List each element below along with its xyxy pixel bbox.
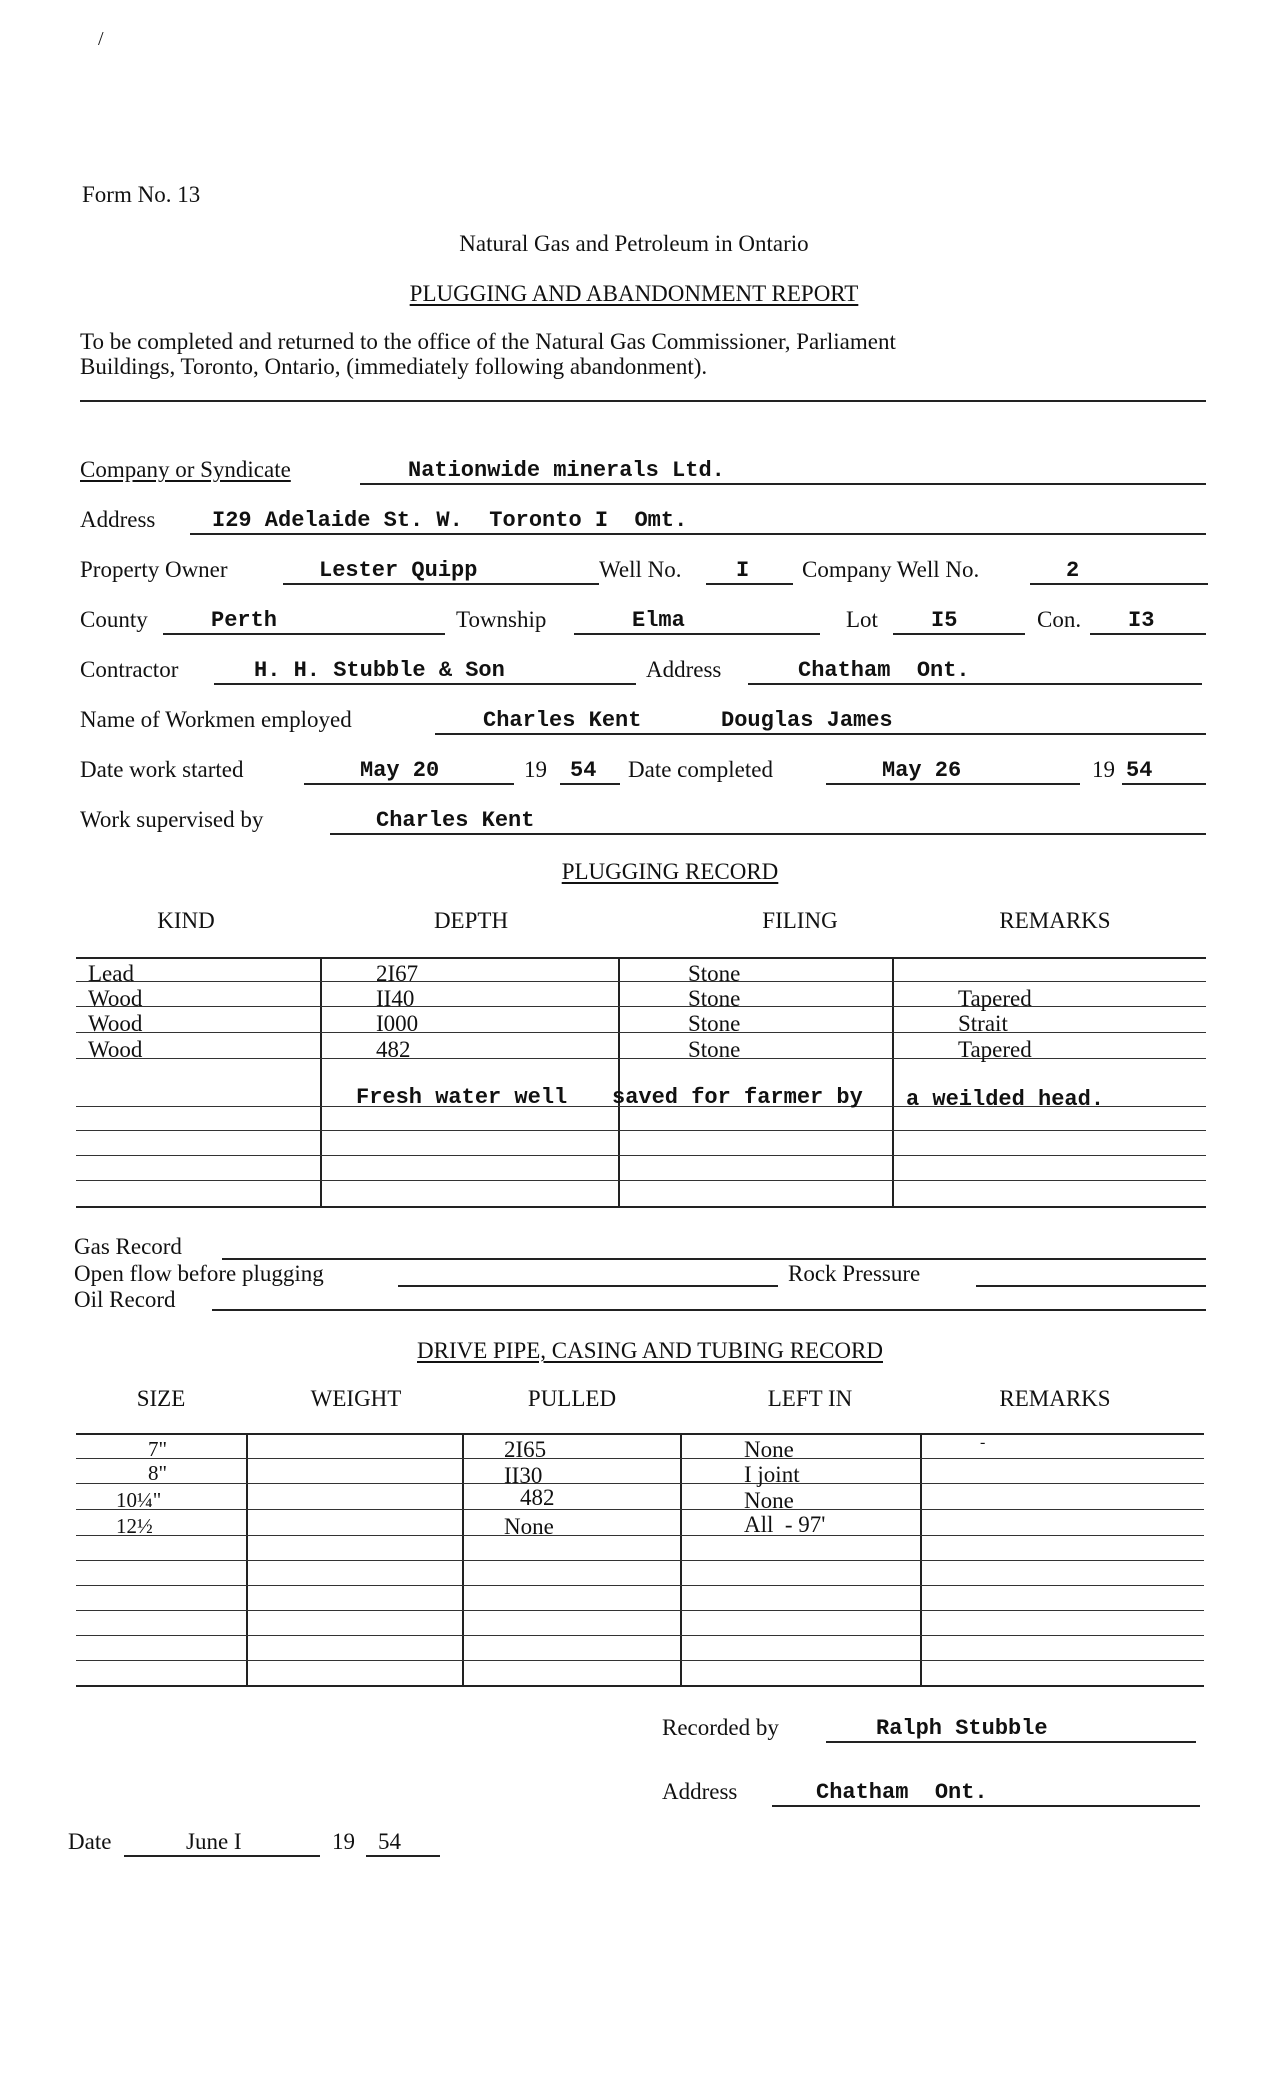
workman-1-value: Charles Kent: [483, 708, 642, 733]
form-number: Form No. 13: [82, 182, 201, 207]
rock-pressure-label: Rock Pressure: [788, 1261, 921, 1286]
recorded-by-line: [826, 1713, 1196, 1743]
year-started-line: [560, 755, 620, 785]
lot-label: Lot: [846, 607, 878, 632]
open-flow-label: Open flow before plugging: [74, 1261, 324, 1286]
con-line: [1090, 605, 1206, 635]
year-started-value: 54: [570, 758, 597, 783]
casing-cell-size: 7": [148, 1437, 168, 1461]
footer-address-line: [772, 1777, 1200, 1807]
year-completed-line: [1122, 755, 1206, 785]
lot-value: I5: [931, 608, 958, 633]
open-flow-line: [398, 1285, 778, 1287]
plugging-cell-depth: I000: [376, 1011, 419, 1036]
plugging-cell-kind: Wood: [88, 1037, 143, 1062]
plugging-record-title: PLUGGING RECORD: [561, 859, 779, 884]
plugging-cell-remarks: Tapered: [958, 986, 1032, 1011]
plugging-row-rule: [76, 1032, 1206, 1033]
contractor-address-value: Chatham Ont.: [798, 658, 970, 683]
plugging-row-rule: [76, 1180, 1206, 1181]
date-started-value: May 20: [360, 758, 440, 783]
date-started-label: Date work started: [80, 757, 244, 782]
gas-record-label: Gas Record: [74, 1234, 182, 1259]
plugging-header-kind: KIND: [157, 908, 215, 933]
instructions-line-2: Buildings, Toronto, Ontario, (immediately following abandonment).: [80, 354, 708, 379]
plugging-cell-depth: 2I67: [376, 961, 419, 986]
plugging-header-remarks: REMARKS: [999, 908, 1111, 933]
instructions-line-1: To be completed and returned to the office of the Natural Gas Commissioner, Parliament: [80, 329, 896, 354]
casing-bottom-rule: [76, 1685, 1204, 1687]
footer-date-label: Date: [68, 1829, 112, 1854]
casing-cell-left-in: I joint: [744, 1462, 800, 1487]
oil-record-line: [212, 1309, 1206, 1311]
date-completed-label: Date completed: [628, 757, 773, 782]
date-completed-line: [826, 755, 1080, 785]
casing-cell-size: 12½: [116, 1514, 153, 1538]
footer-date-line: [124, 1827, 320, 1857]
company-value: Nationwide minerals Ltd.: [408, 458, 725, 483]
township-label: Township: [456, 607, 547, 632]
casing-cell-pulled: None: [504, 1514, 554, 1539]
recorded-by-label: Recorded by: [662, 1715, 779, 1740]
county-value: Perth: [211, 608, 278, 633]
oil-record-label: Oil Record: [74, 1287, 176, 1312]
footer-address-label: Address: [662, 1779, 738, 1804]
date-completed-value: May 26: [882, 758, 962, 783]
well-no-line: [706, 555, 793, 585]
contractor-address-line: [748, 655, 1202, 685]
contractor-label: Contractor: [80, 657, 179, 682]
plugging-col-rule: [892, 957, 894, 1207]
address-value: I29 Adelaide St. W. Toronto I Omt.: [212, 508, 688, 533]
plugging-cell-depth: 482: [376, 1037, 411, 1062]
casing-row-rule: [76, 1509, 1204, 1510]
plugging-row-rule: [76, 1058, 1206, 1059]
plugging-note-part-1: Fresh water well: [356, 1085, 568, 1110]
county-line: [163, 605, 445, 635]
recorded-by-value: Ralph Stubble: [876, 1716, 1048, 1741]
lot-line: [893, 605, 1025, 635]
address-label: Address: [80, 507, 156, 532]
plugging-col-rule: [320, 957, 322, 1207]
plugging-header-depth: DEPTH: [433, 908, 509, 933]
company-well-no-value: 2: [1066, 558, 1080, 583]
casing-cell-left-in: None: [744, 1488, 794, 1513]
casing-record-title: DRIVE PIPE, CASING AND TUBING RECORD: [417, 1338, 883, 1363]
township-line: [574, 605, 820, 635]
plugging-col-rule: [618, 957, 620, 1207]
plugging-cell-kind: Lead: [88, 961, 134, 986]
property-owner-label: Property Owner: [80, 557, 228, 582]
well-no-value: I: [736, 558, 750, 583]
casing-header-size: SIZE: [136, 1386, 186, 1411]
plugging-note-part-3: a weilded head.: [906, 1087, 1105, 1112]
property-owner-value: Lester Quipp: [319, 558, 478, 583]
plugging-row-rule: [76, 1006, 1206, 1007]
plugging-cell-filing: Stone: [688, 1037, 741, 1062]
plugging-cell-filing: Stone: [688, 1011, 741, 1036]
supervised-label: Work supervised by: [80, 807, 264, 832]
plugging-cell-kind: Wood: [88, 1011, 143, 1036]
supervised-value: Charles Kent: [376, 808, 535, 833]
year-completed-value: 54: [1126, 758, 1153, 783]
plugging-cell-remarks: Tapered: [958, 1037, 1032, 1062]
casing-cell-pulled: II30: [504, 1463, 543, 1488]
report-title: PLUGGING AND ABANDONMENT REPORT: [409, 281, 859, 306]
header-divider: [80, 400, 1206, 402]
casing-row-rule: [76, 1560, 1204, 1561]
contractor-address-label: Address: [646, 657, 722, 682]
plugging-header-filing: FILING: [762, 908, 838, 933]
township-value: Elma: [632, 608, 685, 633]
workmen-label: Name of Workmen employed: [80, 707, 352, 732]
company-label: Company or Syndicate: [80, 457, 291, 482]
plugging-top-rule: [76, 957, 1206, 959]
plugging-cell-remarks: Strait: [958, 1011, 1008, 1036]
casing-cell-left-in: All - 97': [744, 1512, 826, 1537]
plugging-cell-depth: II40: [376, 986, 415, 1011]
footer-year-value: 54: [378, 1829, 401, 1854]
plugging-cell-kind: Wood: [88, 986, 143, 1011]
casing-row-rule: [76, 1610, 1204, 1611]
casing-row-rule: [76, 1483, 1204, 1484]
casing-cell-size: 8": [148, 1461, 168, 1485]
workmen-line: [435, 705, 1206, 735]
casing-row-rule: [76, 1635, 1204, 1636]
footer-address-value: Chatham Ont.: [816, 1780, 988, 1805]
con-label: Con.: [1037, 607, 1082, 632]
well-no-label: Well No.: [599, 557, 682, 582]
property-owner-line: [283, 555, 599, 585]
stray-mark: /: [98, 28, 104, 50]
company-well-no-line: [1030, 555, 1208, 585]
casing-header-pulled: PULLED: [527, 1386, 617, 1411]
contractor-value: H. H. Stubble & Son: [254, 658, 505, 683]
casing-row-rule: [76, 1660, 1204, 1661]
casing-header-left-in: LEFT IN: [767, 1386, 853, 1411]
agency-title: Natural Gas and Petroleum in Ontario: [459, 231, 809, 256]
casing-header-remarks: REMARKS: [999, 1386, 1111, 1411]
plugging-row-rule: [76, 1155, 1206, 1156]
plugging-row-rule: [76, 981, 1206, 982]
casing-row-rule: [76, 1458, 1204, 1459]
con-value: I3: [1128, 608, 1155, 633]
plugging-cell-filing: Stone: [688, 986, 741, 1011]
casing-cell-pulled: 2I65: [504, 1437, 547, 1462]
plugging-bottom-rule: [76, 1206, 1206, 1208]
casing-cell-size: 10¼": [116, 1488, 162, 1512]
gas-record-line: [222, 1258, 1206, 1260]
casing-cell-remarks: -: [980, 1434, 986, 1451]
company-line: [360, 455, 1206, 485]
rock-pressure-line: [976, 1285, 1206, 1287]
year-started-prefix: 19: [524, 757, 547, 782]
company-well-no-label: Company Well No.: [802, 557, 980, 582]
plugging-cell-filing: Stone: [688, 961, 741, 986]
plugging-note-part-2: saved for farmer by: [612, 1085, 863, 1110]
supervised-line: [330, 805, 1206, 835]
footer-year-line: [366, 1827, 440, 1857]
address-line: [190, 505, 1206, 535]
year-completed-prefix: 19: [1092, 757, 1115, 782]
county-label: County: [80, 607, 148, 632]
casing-cell-pulled: 482: [520, 1485, 555, 1510]
footer-date-value: June I: [186, 1829, 242, 1854]
plugging-row-rule: [76, 1130, 1206, 1131]
casing-header-weight: WEIGHT: [310, 1386, 402, 1411]
casing-cell-left-in: None: [744, 1437, 794, 1462]
footer-year-prefix: 19: [332, 1829, 355, 1854]
workman-2-value: Douglas James: [721, 708, 893, 733]
casing-row-rule: [76, 1585, 1204, 1586]
contractor-line: [214, 655, 636, 685]
date-started-line: [304, 755, 514, 785]
casing-row-rule: [76, 1535, 1204, 1536]
